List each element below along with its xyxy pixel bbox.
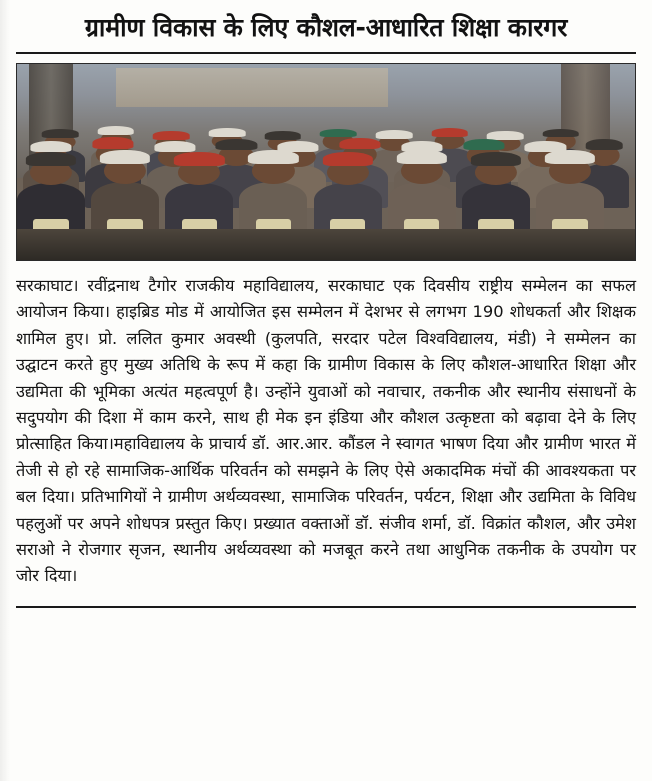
photo-audience [17,119,635,237]
article-headline: ग्रामीण विकास के लिए कौशल-आधारित शिक्षा कारगर [84,13,568,42]
article-photo [16,63,636,261]
bottom-divider [16,606,636,608]
headline-divider [16,52,636,54]
photo-stage-banner [116,68,388,107]
photo-foreground-floor [17,229,635,260]
article-body-area [0,261,652,600]
article-body-text: सरकाघाट। रवींद्रनाथ टैगोर राजकीय महाविद्यालय, सरकाघाट एक दिवसीय राष्ट्रीय सम्मेलन का सफल आयोजन किया। हाइब्रिड मोड में आयोजित इस सम्मेलन में देशभर से लगभग 190 शोधकर्ता और शिक्षक शामिल हुए। प्रो. ललित कुमार अवस्थी (कुलपति, सरदार पटेल विश्वविद्यालय, मंडी) ने सम्मेलन का उद्घाटन करते हुए मुख्य अतिथि के रूप में कहा कि ग्रामीण विकास के लिए कौशल-आधारित शिक्षा और उद्यमिता की भूमिका अत्यंत महत्वपूर्ण है। उन्होंने युवाओं को नवाचार, तकनीक और स्थानीय संसाधनों के सदुपयोग की दिशा में काम करने, साथ ही मेक इन इंडिया और कौशल उत्कृष्टता को बढ़ावा देने के लिए प्रोत्साहित किया।महाविद्यालय के प्राचार्य डॉ. आर.आर. कौंडल ने स्वागत भाषण दिया और ग्रामीण भारत में तेजी से हो रहे सामाजिक-आर्थिक परिवर्तन को समझने के लिए ऐसे अकादमिक मंचों की आवश्यकता पर बल दिया। प्रतिभागियों ने ग्रामीण अर्थव्यवस्था, सामाजिक परिवर्तन, पर्यटन, शिक्षा और उद्यमिता के विविध पहलुओं पर अपने शोधपत्र प्रस्तुत किए। प्रख्यात वक्ताओं डॉ. संजीव शर्मा, डॉ. विक्रांत कौशल, और उमेश सराओ ने रोजगार सृजन, स्थानीय अर्थव्यवस्था को मजबूत करने तथा आधुनिक तकनीक के उपयोग पर जोर दिया। [16,276,636,586]
photo-content [17,64,635,260]
audience-row-front [17,168,635,236]
headline-area [0,0,652,46]
